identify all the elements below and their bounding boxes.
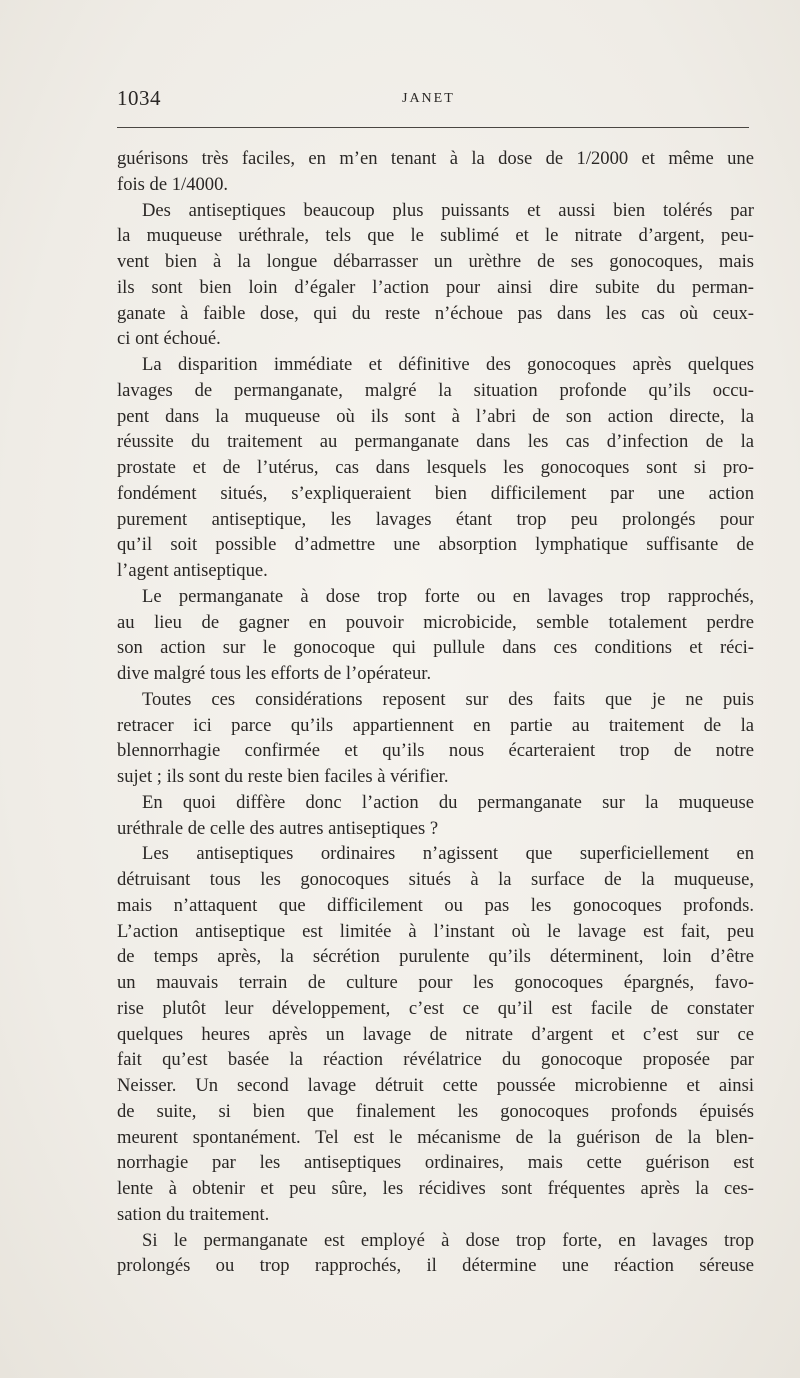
- text-line: ils sont bien loin d’égaler l’action pour ainsi dire subite du perman-: [117, 276, 754, 298]
- text-line: guérisons très faciles, en m’en tenant à la dose de 1/2000 et même une: [117, 148, 754, 169]
- text-line: vent bien à la longue débarrasser un urèthre de ses gonocoques, mais: [117, 251, 754, 272]
- text-line: Le permanganate à dose trop forte ou en lavages trop rapprochés,: [142, 585, 754, 607]
- text-line: Neisser. Un second lavage détruit cette poussée microbienne et ainsi: [117, 1075, 754, 1096]
- text-line: L’action antiseptique est limitée à l’instant où le lavage est fait, peu: [117, 920, 754, 942]
- text-line: l’agent antiseptique.: [117, 560, 268, 581]
- text-line: lente à obtenir et peu sûre, les récidives sont fréquentes après la ces-: [117, 1178, 754, 1199]
- running-head: JANET: [402, 91, 455, 106]
- text-line: fondément situés, s’expliqueraient bien difficilement par une action: [117, 482, 754, 504]
- text-line: purement antiseptique, les lavages étant trop peu prolongés pour: [117, 508, 754, 530]
- text-line: un mauvais terrain de culture pour les gonocoques épargnés, favo-: [117, 972, 754, 993]
- text-line: ganate à faible dose, qui du reste n’échoue pas dans les cas où ceux-: [117, 302, 754, 324]
- text-line: ci ont échoué.: [117, 328, 221, 350]
- text-line: lavages de permanganate, malgré la situation profonde qu’ils occu-: [117, 379, 754, 401]
- text-line: la muqueuse uréthrale, tels que le sublimé et le nitrate d’argent, peu-: [117, 225, 754, 247]
- text-line: de temps après, la sécrétion purulente qu’ils déterminent, loin d’être: [117, 946, 754, 968]
- text-line: son action sur le gonocoque qui pullule dans ces conditions et réci-: [117, 637, 754, 659]
- text-line: Des antiseptiques beaucoup plus puissants et aussi bien tolérés par: [142, 199, 754, 221]
- text-line: Les antiseptiques ordinaires n’agissent que superficiellement en: [142, 843, 754, 865]
- text-line: qu’il soit possible d’admettre une absorption lymphatique suffisante de: [117, 534, 754, 556]
- text-line: blennorrhagie confirmée et qu’ils nous écarteraient trop de notre: [117, 740, 754, 762]
- text-line: En quoi diffère donc l’action du permanganate sur la muqueuse: [142, 791, 754, 813]
- text-line: dive malgré tous les efforts de l’opérateur.: [117, 663, 432, 684]
- text-line: retracer ici parce qu’ils appartiennent en partie au traitement de la: [117, 714, 754, 736]
- text-line: Toutes ces considérations reposent sur des faits que je ne puis: [142, 688, 754, 710]
- text-line: détruisant tous les gonocoques situés à la surface de la muqueuse,: [117, 869, 754, 890]
- text-line: prostate et de l’utérus, cas dans lesquels les gonocoques sont si pro-: [117, 457, 754, 478]
- text-line: quelques heures après un lavage de nitrate d’argent et c’est sur ce: [117, 1023, 754, 1045]
- page-header: [117, 86, 749, 116]
- text-line: Si le permanganate est employé à dose trop forte, en lavages trop: [142, 1229, 754, 1251]
- text-line: rise plutôt leur développement, c’est ce qu’il est facile de constater: [117, 997, 754, 1019]
- text-line: meurent spontanément. Tel est le mécanisme de la guérison de la blen-: [117, 1126, 754, 1148]
- text-line: pent dans la muqueuse où ils sont à l’abri de son action directe, la: [117, 405, 754, 427]
- page-number: 1034: [117, 86, 161, 110]
- text-line: La disparition immédiate et définitive des gonocoques après quelques: [142, 354, 754, 375]
- text-line: norrhagie par les antiseptiques ordinaires, mais cette guérison est: [117, 1152, 754, 1174]
- text-line: mais n’attaquent que difficilement ou pas les gonocoques profonds.: [117, 894, 754, 916]
- text-line: uréthrale de celle des autres antiseptiques ?: [117, 817, 439, 839]
- text-line: de suite, si bien que finalement les gonocoques profonds épuisés: [117, 1100, 754, 1122]
- text-line: prolongés ou trop rapprochés, il détermine une réaction séreuse: [117, 1255, 754, 1277]
- text-line: sation du traitement.: [117, 1203, 270, 1225]
- text-line: sujet ; ils sont du reste bien faciles à vérifier.: [117, 766, 449, 787]
- header-rule: [117, 127, 749, 128]
- text-line: fait qu’est basée la réaction révélatrice du gonocoque proposée par: [117, 1049, 754, 1071]
- text-line: au lieu de gagner en pouvoir microbicide, semble totalement perdre: [117, 611, 754, 633]
- text-line: fois de 1/4000.: [117, 173, 229, 195]
- body-text: [117, 146, 754, 1279]
- text-line: réussite du traitement au permanganate dans les cas d’infection de la: [117, 431, 754, 453]
